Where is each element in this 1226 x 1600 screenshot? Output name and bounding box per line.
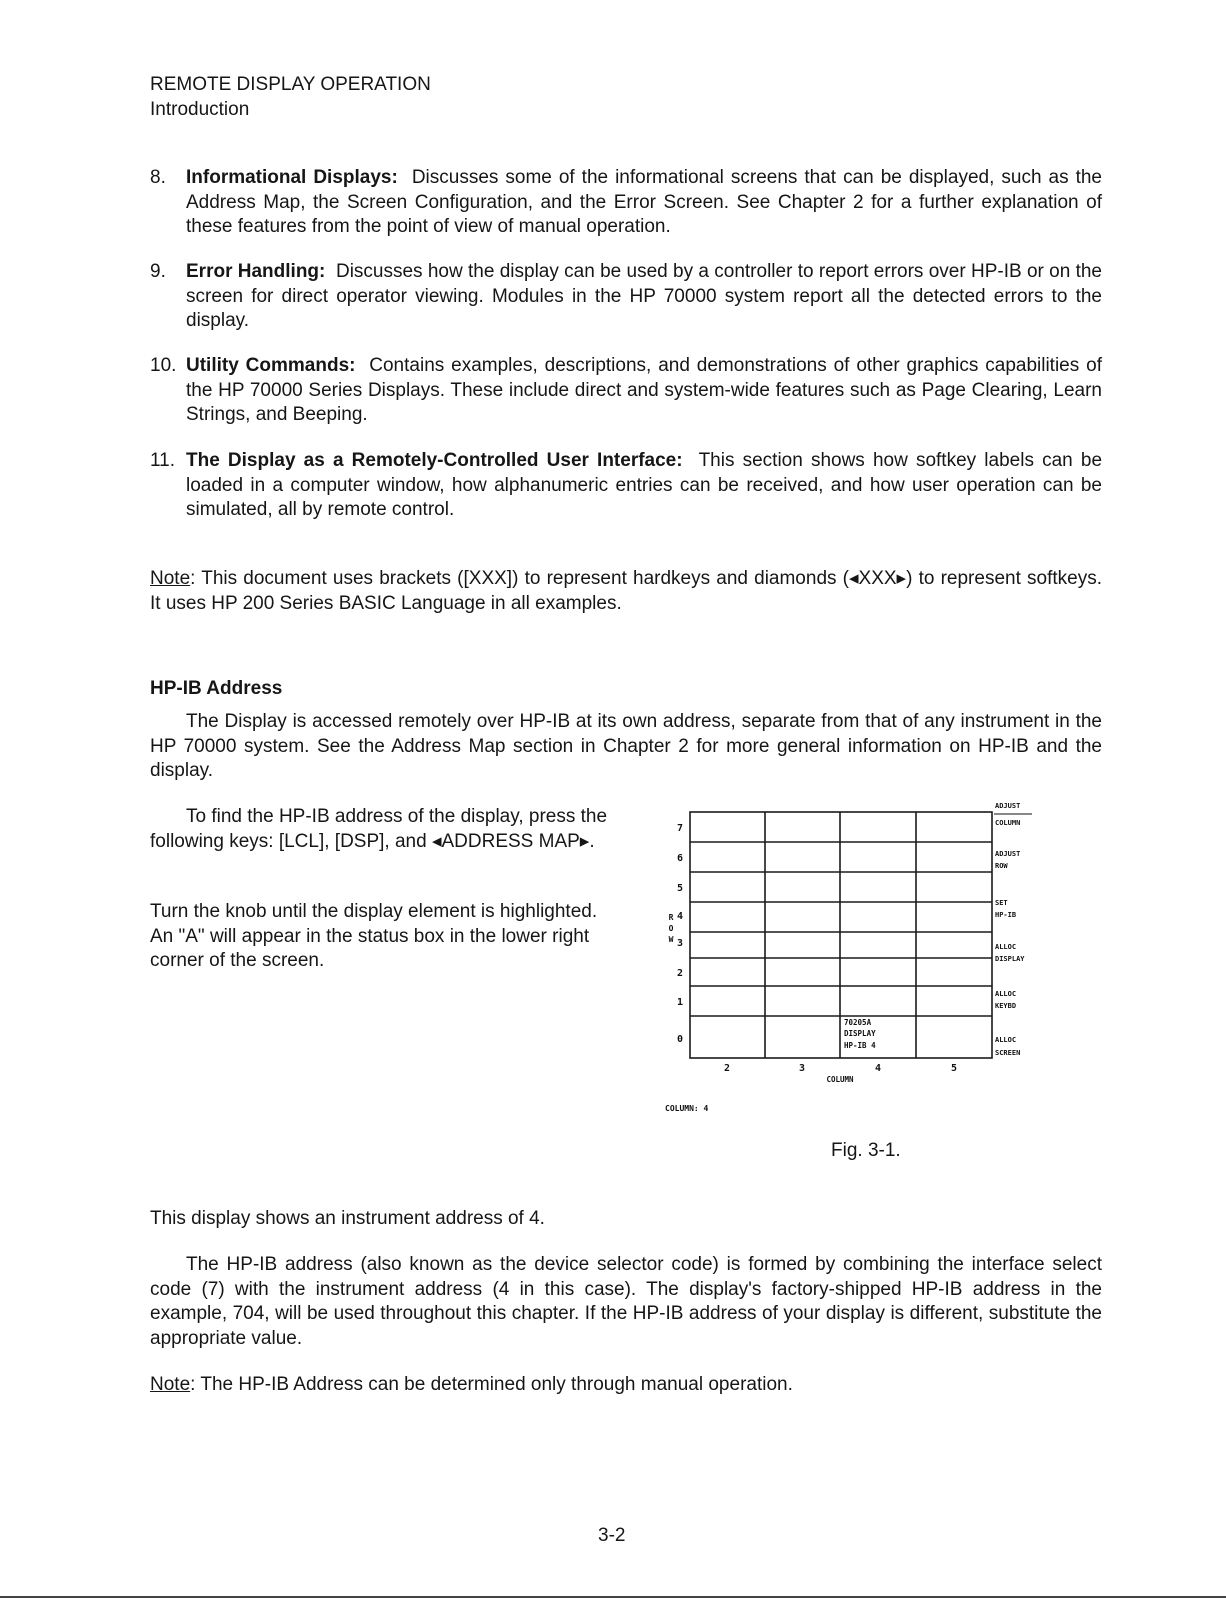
row-number: 0 bbox=[676, 1034, 684, 1045]
paragraph-find-address: To find the HP-IB address of the display, press the following keys: [LCL], [DSP], and ◂ADDRESS MAP▸. bbox=[150, 806, 608, 852]
paragraph-turn-knob: Turn the knob until the display element is highlighted. An "A" will appear in the status box in the lower right corner of the screen. bbox=[150, 901, 598, 971]
svg-text:ALLOC: ALLOC bbox=[995, 943, 1017, 951]
row-label-letter: W bbox=[668, 935, 674, 944]
item-lead: Error Handling: bbox=[186, 261, 326, 282]
item-lead: The Display as a Remotely-Controlled User Interface: bbox=[186, 450, 683, 471]
softkey-alloc-screen bbox=[995, 1036, 1020, 1057]
list-item-11 bbox=[150, 449, 1102, 523]
row-label-letter: R bbox=[668, 913, 674, 922]
cell-type: DISPLAY bbox=[844, 1029, 876, 1038]
row-number: 7 bbox=[676, 823, 684, 834]
column-number: 3 bbox=[798, 1063, 806, 1074]
column-number: 5 bbox=[950, 1063, 958, 1074]
item-lead: Informational Displays: bbox=[186, 167, 398, 188]
svg-text:ROW: ROW bbox=[995, 862, 1008, 870]
display-cell-label bbox=[844, 1018, 876, 1050]
item-lead: Utility Commands: bbox=[186, 355, 356, 376]
running-header bbox=[150, 72, 431, 122]
svg-text:ADJUST: ADJUST bbox=[995, 802, 1021, 810]
item-text: Discusses some of the informational screens that can be displayed, such as the Address Map, the Screen Configuration, and the Error Screen. See Chapter 2 for a further explanation of these features from the point of view of manual operation. bbox=[186, 167, 1102, 237]
header-chapter: REMOTE DISPLAY OPERATION bbox=[150, 74, 431, 95]
row-label-letter: O bbox=[668, 924, 674, 933]
softkey-labels bbox=[995, 802, 1025, 1057]
paragraph-intro: The Display is accessed remotely over HP-IB at its own address, separate from that of any instrument in the HP 70000 system. See the Address Map section in Chapter 2 for more general information on HP-IB and the display. bbox=[150, 711, 1102, 781]
svg-text:ALLOC: ALLOC bbox=[995, 1036, 1017, 1044]
softkey-alloc-keybd bbox=[995, 990, 1016, 1010]
row-number: 1 bbox=[676, 997, 684, 1008]
column-number: 4 bbox=[874, 1063, 882, 1074]
item-text: Contains examples, descriptions, and demonstrations of other graphics capabilities of the HP 70000 Series Displays. These include direct and system-wide features such as Page Clearing, Learn Strings, and Beeping. bbox=[186, 355, 1102, 425]
item-number: 8. bbox=[150, 167, 166, 188]
item-number: 11. bbox=[150, 450, 176, 471]
bottom-rule bbox=[0, 1596, 1226, 1598]
note-manual-operation bbox=[150, 1373, 1102, 1398]
row-numbers bbox=[677, 823, 683, 1045]
item-text: Discusses how the display can be used by a controller to report errors over HP-IB or on the screen for direct operator viewing. Modules in the HP 70000 system report all the detected errors to the display. bbox=[186, 261, 1102, 331]
address-map-figure bbox=[660, 800, 1050, 1130]
page-number: 3-2 bbox=[598, 1525, 626, 1546]
column-number: 2 bbox=[723, 1063, 731, 1074]
list-item-9 bbox=[150, 260, 1102, 334]
softkey-alloc-display bbox=[995, 943, 1025, 963]
svg-text:ALLOC: ALLOC bbox=[995, 990, 1017, 998]
softkey-set-hpib bbox=[995, 899, 1016, 919]
row-number: 3 bbox=[676, 938, 684, 949]
svg-text:SET: SET bbox=[995, 899, 1008, 907]
note-text: : This document uses brackets ([XXX]) to represent hardkeys and diamonds (◂XXX▸) to represent softkeys. It uses HP 200 Series BASIC Language in all examples. bbox=[150, 568, 1102, 614]
svg-text:ADJUST: ADJUST bbox=[995, 850, 1021, 858]
item-text: This section shows how softkey labels can be loaded in a computer window, how alphanumeric entries can be received, and how user operation can be simulated, all by remote control. bbox=[186, 450, 1103, 520]
note-label: Note bbox=[150, 568, 191, 589]
grid-frame bbox=[690, 812, 992, 1058]
address-grid bbox=[690, 812, 992, 1058]
row-number: 6 bbox=[676, 853, 684, 864]
cell-address: HP-IB 4 bbox=[844, 1041, 876, 1050]
note-label: Note bbox=[150, 1374, 191, 1395]
note-brackets bbox=[150, 567, 1102, 616]
svg-text:DISPLAY: DISPLAY bbox=[995, 955, 1025, 963]
svg-text:COLUMN: COLUMN bbox=[995, 819, 1021, 827]
section-heading: HP-IB Address bbox=[150, 678, 283, 699]
svg-text:SCREEN: SCREEN bbox=[995, 1049, 1021, 1057]
paragraph-address-shown: This display shows an instrument address of 4. bbox=[150, 1208, 545, 1229]
figure-caption: Fig. 3-1. bbox=[831, 1140, 901, 1161]
list-item-10 bbox=[150, 354, 1102, 428]
svg-text:KEYBD: KEYBD bbox=[995, 1002, 1017, 1010]
note-text: : The HP-IB Address can be determined only through manual operation. bbox=[190, 1374, 793, 1395]
column-axis-label: COLUMN bbox=[826, 1075, 854, 1084]
cell-model: 70205A bbox=[844, 1018, 872, 1027]
row-number: 2 bbox=[676, 968, 684, 979]
row-number: 4 bbox=[676, 911, 684, 922]
list-item-8 bbox=[150, 166, 1102, 240]
column-readout: COLUMN: 4 bbox=[665, 1104, 709, 1113]
column-numbers bbox=[724, 1063, 957, 1074]
svg-text:HP-IB: HP-IB bbox=[995, 911, 1017, 919]
item-number: 9. bbox=[150, 261, 166, 282]
header-section: Introduction bbox=[150, 99, 250, 120]
item-number: 10. bbox=[150, 355, 177, 376]
softkey-adjust-row bbox=[995, 850, 1020, 870]
row-number: 5 bbox=[676, 883, 684, 894]
row-axis-label bbox=[669, 913, 674, 944]
paragraph-device-selector: The HP-IB address (also known as the device selector code) is formed by combining the interface select code (7) with the instrument address (4 in this case). The display's factory-shipped HP-IB address in the example, 704, will be used throughout this chapter. If the HP-IB address of your display is different, substitute the appropriate value. bbox=[150, 1254, 1102, 1349]
